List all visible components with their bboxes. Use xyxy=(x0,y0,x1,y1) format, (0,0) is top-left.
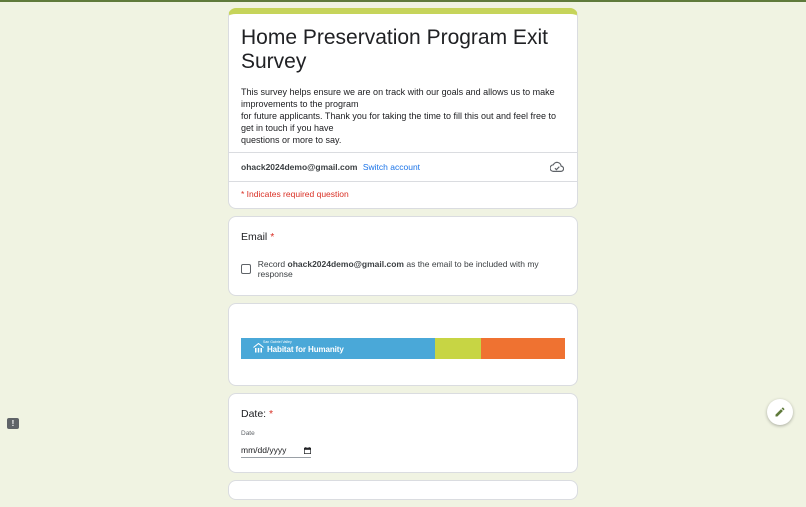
email-question-card xyxy=(228,216,578,296)
date-placeholder: mm/dd/yyyy xyxy=(241,445,287,455)
account-info xyxy=(241,162,420,172)
feedback-icon[interactable]: ! xyxy=(7,418,19,429)
description-line: questions or more to say. xyxy=(241,135,342,145)
date-question-title xyxy=(229,394,577,420)
checkbox-label-prefix: Record xyxy=(257,259,286,269)
switch-account-link[interactable]: Switch account xyxy=(362,162,421,172)
checkbox-label xyxy=(258,259,565,279)
next-question-card xyxy=(228,480,578,500)
email-question-title xyxy=(229,217,577,243)
record-email-option[interactable] xyxy=(229,243,577,295)
banner-small-text: San Gabriel Valley xyxy=(263,340,292,344)
calendar-icon[interactable] xyxy=(304,447,311,454)
date-input[interactable] xyxy=(241,445,311,458)
banner-orange-section xyxy=(481,338,565,359)
question-label: Email xyxy=(241,231,268,243)
form-description xyxy=(229,74,577,152)
checkbox-label-suffix: as the email to be included with my response xyxy=(257,259,539,279)
description-line: for future applicants. Thank you for taking the time to fill this out and feel free to get in touch if you have xyxy=(241,111,557,133)
description-line: This survey helps ensure we are on track with our goals and allows us to make improvements to the program xyxy=(241,87,555,109)
edit-button[interactable] xyxy=(767,399,793,425)
banner-green-section xyxy=(435,338,481,359)
banner-main-text: Habitat for Humanity xyxy=(267,345,344,354)
question-label: Date: xyxy=(241,408,267,420)
banner-wrap xyxy=(229,304,577,385)
pencil-icon xyxy=(774,406,786,418)
habitat-logo-icon xyxy=(253,343,264,353)
required-note: * Indicates required question xyxy=(241,189,349,199)
habitat-banner-image xyxy=(241,338,565,359)
form-title: Home Preservation Program Exit Survey xyxy=(241,26,548,73)
required-star: * xyxy=(269,408,274,420)
checkbox-label-email: ohack2024demo@gmail.com xyxy=(287,259,404,269)
banner-card xyxy=(228,303,578,386)
top-border xyxy=(0,0,806,2)
account-row xyxy=(229,153,577,181)
form-column xyxy=(228,8,578,507)
form-header-card xyxy=(228,8,578,209)
banner-blue-section xyxy=(241,338,435,359)
account-email: ohack2024demo@gmail.com xyxy=(241,162,358,172)
cloud-save-icon[interactable] xyxy=(550,161,564,173)
date-field-label: Date xyxy=(241,430,255,437)
record-email-checkbox[interactable] xyxy=(241,264,251,274)
required-star: * xyxy=(270,231,275,243)
date-question-card xyxy=(228,393,578,473)
